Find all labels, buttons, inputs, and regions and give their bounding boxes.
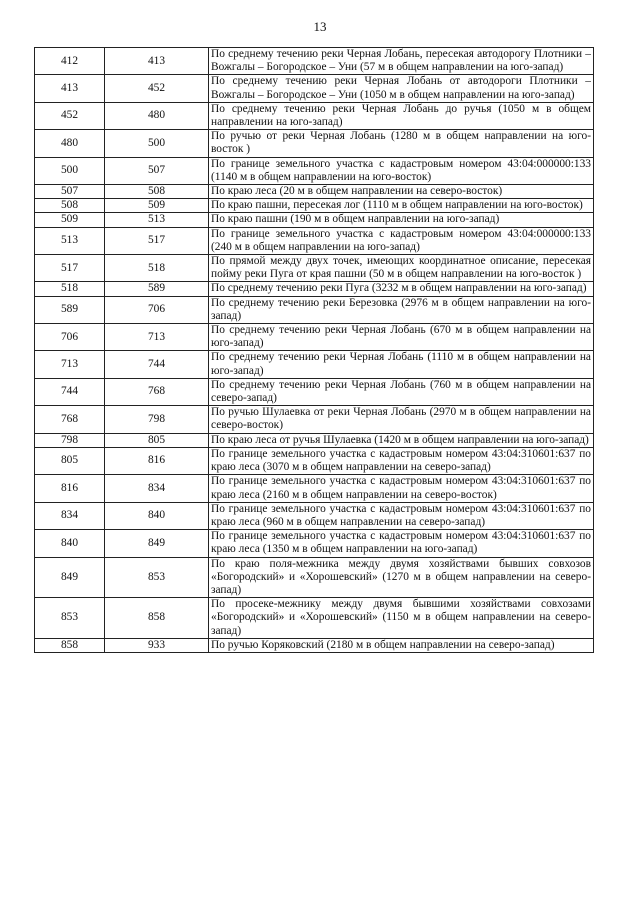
table-row: [35, 102, 594, 129]
table-row: [35, 475, 594, 502]
from-point-cell: 517: [35, 255, 105, 282]
from-point-cell: 518: [35, 282, 105, 296]
table-row: [35, 48, 594, 75]
description-cell: По границе земельного участка с кадастровым номером 43:04:310601:637 по краю леса (3070 м в общем направлении на северо-запад): [209, 447, 594, 474]
to-point-cell: 713: [105, 324, 209, 351]
description-cell: По краю пашни (190 м в общем направлении на юго-запад): [209, 213, 594, 227]
to-point-cell: 508: [105, 185, 209, 199]
description-cell: По ручью от реки Черная Лобань (1280 м в общем направлении на юго-восток ): [209, 130, 594, 157]
to-point-cell: 798: [105, 406, 209, 433]
from-point-cell: 853: [35, 598, 105, 639]
to-point-cell: 480: [105, 102, 209, 129]
description-cell: По среднему течению реки Березовка (2976 м в общем направлении на юго-запад): [209, 296, 594, 323]
description-cell: По среднему течению реки Пуга (3232 м в общем направлении на юго-запад): [209, 282, 594, 296]
description-cell: По границе земельного участка с кадастровым номером 43:04:000000:133 (240 м в общем направлении на юго-запад): [209, 227, 594, 254]
from-point-cell: 798: [35, 433, 105, 447]
to-point-cell: 816: [105, 447, 209, 474]
table-row: [35, 557, 594, 598]
table-row: [35, 227, 594, 254]
from-point-cell: 509: [35, 213, 105, 227]
table-row: [35, 213, 594, 227]
table-row: [35, 351, 594, 378]
to-point-cell: 744: [105, 351, 209, 378]
description-cell: По границе земельного участка с кадастровым номером 43:04:310601:637 по краю леса (2160 м в общем направлении на северо-восток): [209, 475, 594, 502]
description-cell: По краю леса (20 м в общем направлении на северо-восток): [209, 185, 594, 199]
from-point-cell: 507: [35, 185, 105, 199]
table-row: [35, 296, 594, 323]
description-cell: По границе земельного участка с кадастровым номером 43:04:000000:133 (1140 м в общем направлении на юго-восток): [209, 157, 594, 184]
from-point-cell: 805: [35, 447, 105, 474]
to-point-cell: 933: [105, 638, 209, 652]
from-point-cell: 713: [35, 351, 105, 378]
to-point-cell: 452: [105, 75, 209, 102]
from-point-cell: 816: [35, 475, 105, 502]
table-row: [35, 433, 594, 447]
table-row: [35, 255, 594, 282]
table-row: [35, 502, 594, 529]
to-point-cell: 413: [105, 48, 209, 75]
table-row: [35, 638, 594, 652]
description-cell: По просеке-межнику между двумя бывшими хозяйствами совхозами «Богородский» и «Хорошевский» (1150 м в общем направлении на северо-запад): [209, 598, 594, 639]
from-point-cell: 744: [35, 378, 105, 405]
description-cell: По ручью Коряковский (2180 м в общем направлении на северо-запад): [209, 638, 594, 652]
table-row: [35, 282, 594, 296]
boundary-description-table: [34, 47, 594, 653]
from-point-cell: 849: [35, 557, 105, 598]
description-cell: По среднему течению реки Черная Лобань (760 м в общем направлении на северо-запад): [209, 378, 594, 405]
to-point-cell: 589: [105, 282, 209, 296]
description-cell: По границе земельного участка с кадастровым номером 43:04:310601:637 по краю леса (1350 м в общем направлении на юго-запад): [209, 530, 594, 557]
description-cell: По среднему течению реки Черная Лобань (1110 м в общем направлении на юго-запад): [209, 351, 594, 378]
from-point-cell: 513: [35, 227, 105, 254]
to-point-cell: 849: [105, 530, 209, 557]
to-point-cell: 518: [105, 255, 209, 282]
table-row: [35, 324, 594, 351]
description-cell: По ручью Шулаевка от реки Черная Лобань (2970 м в общем направлении на северо-восток): [209, 406, 594, 433]
from-point-cell: 768: [35, 406, 105, 433]
from-point-cell: 858: [35, 638, 105, 652]
table-row: [35, 598, 594, 639]
from-point-cell: 413: [35, 75, 105, 102]
description-cell: По среднему течению реки Черная Лобань до ручья (1050 м в общем направлении на юго-запад): [209, 102, 594, 129]
description-cell: По среднему течению реки Черная Лобань от автодороги Плотники – Вожгалы – Богородское – Уни (1050 м в общем направлении на юго-запад): [209, 75, 594, 102]
table-row: [35, 157, 594, 184]
description-cell: По среднему течению реки Черная Лобань, пересекая автодорогу Плотники – Вожгалы – Богородское – Уни (57 м в общем направлении на юго-запад): [209, 48, 594, 75]
to-point-cell: 513: [105, 213, 209, 227]
description-cell: По прямой между двух точек, имеющих координатное описание, пересекая пойму реки Пуга от края пашни (50 м в общем направлении на юго-восток ): [209, 255, 594, 282]
to-point-cell: 805: [105, 433, 209, 447]
from-point-cell: 840: [35, 530, 105, 557]
to-point-cell: 858: [105, 598, 209, 639]
table-row: [35, 75, 594, 102]
table-row: [35, 530, 594, 557]
to-point-cell: 840: [105, 502, 209, 529]
table-row: [35, 130, 594, 157]
from-point-cell: 500: [35, 157, 105, 184]
to-point-cell: 834: [105, 475, 209, 502]
table-row: [35, 406, 594, 433]
description-cell: По краю леса от ручья Шулаевка (1420 м в общем направлении на юго-запад): [209, 433, 594, 447]
table-row: [35, 447, 594, 474]
to-point-cell: 500: [105, 130, 209, 157]
table-row: [35, 199, 594, 213]
from-point-cell: 508: [35, 199, 105, 213]
table-row: [35, 378, 594, 405]
description-cell: По краю пашни, пересекая лог (1110 м в общем направлении на юго-восток): [209, 199, 594, 213]
from-point-cell: 452: [35, 102, 105, 129]
to-point-cell: 768: [105, 378, 209, 405]
from-point-cell: 589: [35, 296, 105, 323]
from-point-cell: 834: [35, 502, 105, 529]
to-point-cell: 853: [105, 557, 209, 598]
to-point-cell: 507: [105, 157, 209, 184]
page-number: 13: [313, 19, 327, 34]
from-point-cell: 706: [35, 324, 105, 351]
table-body: [35, 48, 594, 653]
description-cell: По среднему течению реки Черная Лобань (670 м в общем направлении на юго-запад): [209, 324, 594, 351]
from-point-cell: 412: [35, 48, 105, 75]
from-point-cell: 480: [35, 130, 105, 157]
description-cell: По краю поля-межника между двумя хозяйствами бывших совхозов «Богородский» и «Хорошевский» (1270 м в общем направлении на северо-запад): [209, 557, 594, 598]
to-point-cell: 509: [105, 199, 209, 213]
description-cell: По границе земельного участка с кадастровым номером 43:04:310601:637 по краю леса (960 м в общем направлении на северо-запад): [209, 502, 594, 529]
to-point-cell: 517: [105, 227, 209, 254]
table-row: [35, 185, 594, 199]
to-point-cell: 706: [105, 296, 209, 323]
